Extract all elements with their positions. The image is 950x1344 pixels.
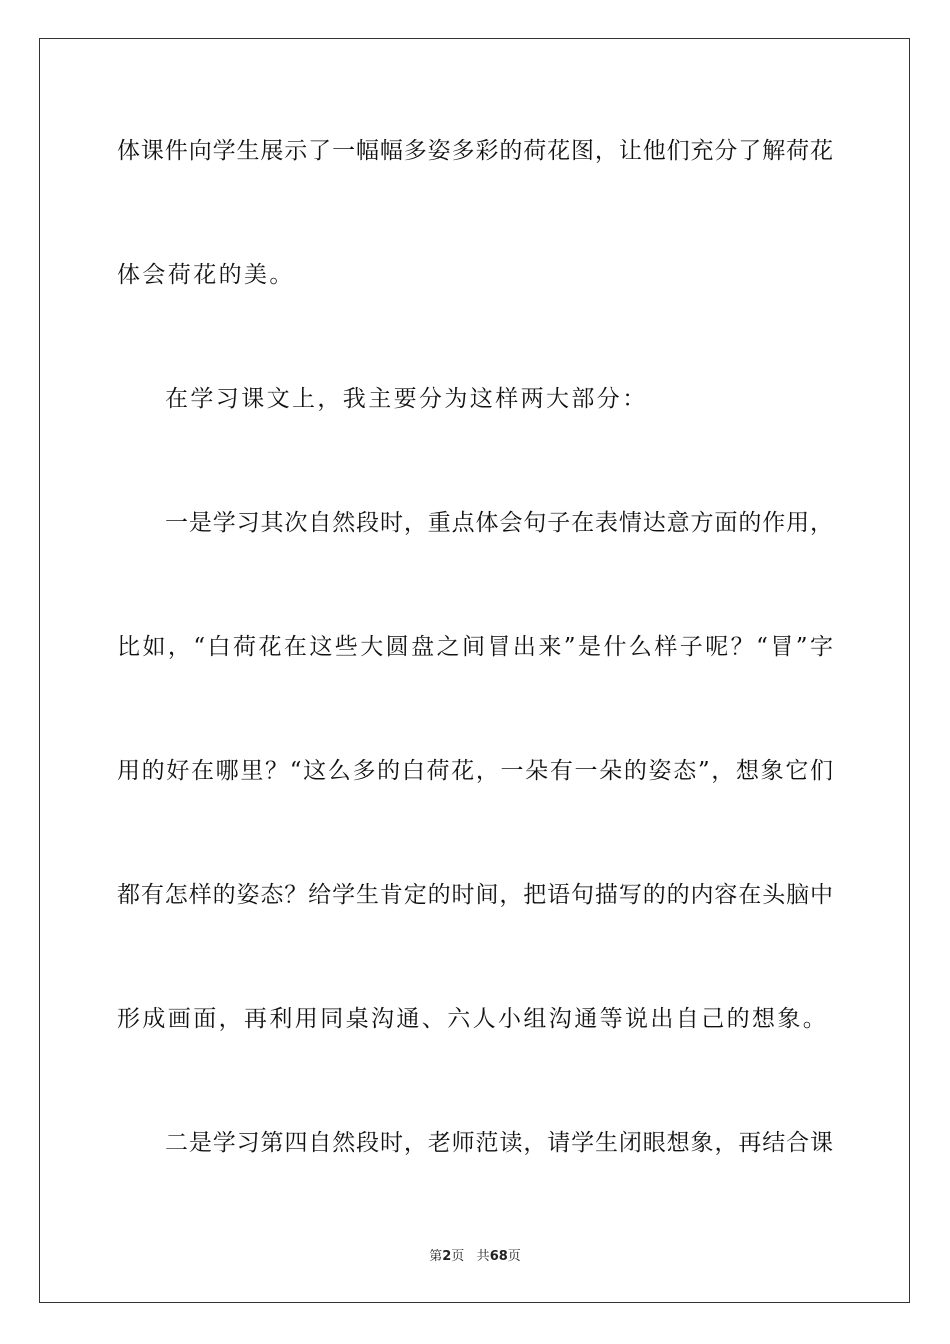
- page-footer: [0, 1248, 950, 1266]
- footer-page-suffix: 页: [451, 1249, 465, 1264]
- text-line-1: 体课件向学生展示了一幅幅多姿多彩的荷花图，让他们充分了解荷花: [117, 138, 833, 164]
- text-line-7: 都有怎样的姿态？给学生肯定的时间，把语句描写的的内容在头脑中: [117, 882, 833, 908]
- text-line-6: 用的好在哪里？“这么多的白荷花，一朵有一朵的姿态”，想象它们: [117, 758, 833, 784]
- footer-total-pages: 68: [489, 1249, 508, 1264]
- footer-page-number: 2: [442, 1249, 452, 1264]
- text-line-9: 二是学习第四自然段时，老师范读，请学生闭眼想象，再结合课: [165, 1130, 833, 1156]
- page-border: [39, 38, 910, 1303]
- text-line-3: 在学习课文上，我主要分为这样两大部分：: [165, 386, 648, 412]
- footer-total-suffix: 页: [507, 1249, 521, 1264]
- text-line-8: 形成画面，再利用同桌沟通、六人小组沟通等说出自己的想象。: [117, 1006, 829, 1032]
- text-line-4: 一是学习其次自然段时，重点体会句子在表情达意方面的作用，: [165, 510, 833, 536]
- text-line-5: 比如，“白荷花在这些大圆盘之间冒出来”是什么样子呢？“冒”字: [117, 634, 833, 660]
- footer-total-prefix: 共: [476, 1249, 490, 1264]
- text-line-2: 体会荷花的美。: [117, 262, 295, 288]
- footer-page-prefix: 第: [429, 1249, 443, 1264]
